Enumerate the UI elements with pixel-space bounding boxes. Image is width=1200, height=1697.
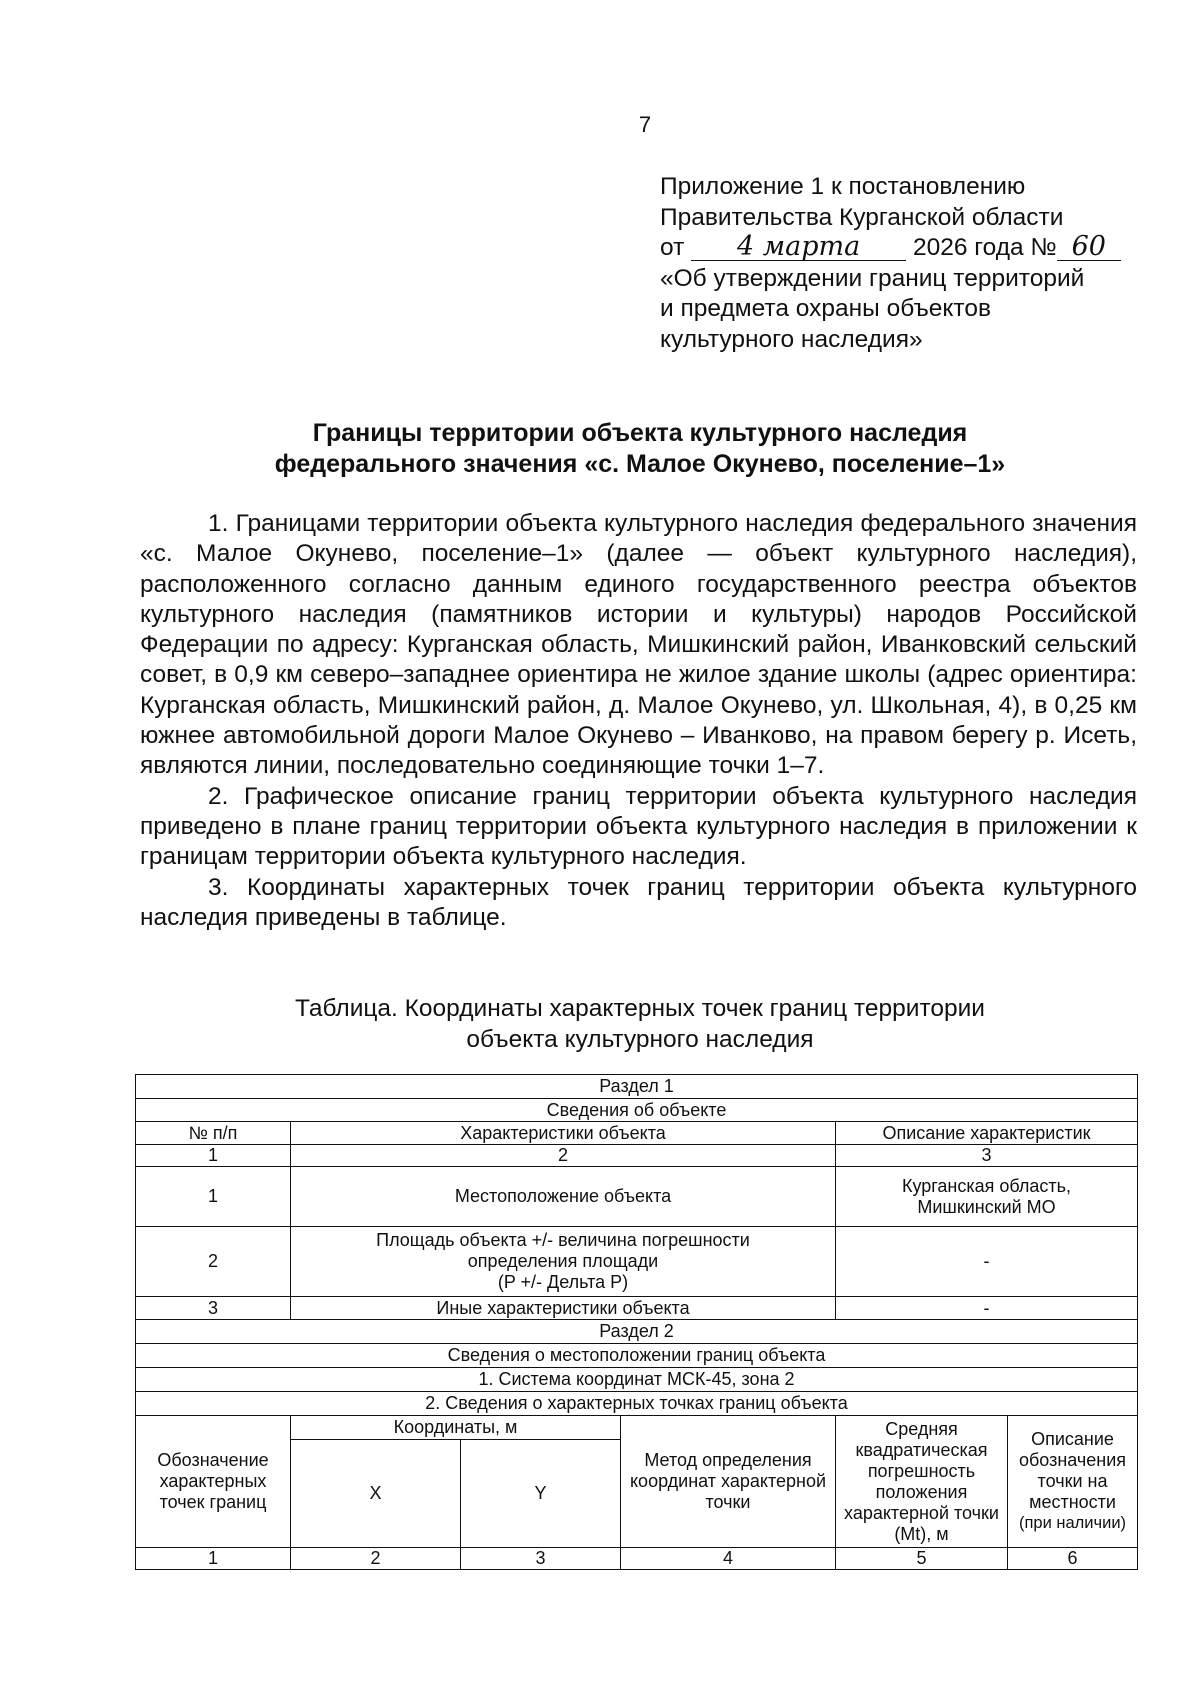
coord-system-row: 1. Система координат МСК-45, зона 2: [136, 1368, 1138, 1392]
appendix-line-1: Приложение 1 к постановлению: [660, 173, 1026, 200]
appendix-from-label: от: [660, 234, 685, 261]
section-2-header: Раздел 2: [136, 1320, 1138, 1344]
column-number: 1: [136, 1145, 291, 1167]
page-number: 7: [638, 112, 652, 137]
name-line: определения площади: [467, 1251, 659, 1271]
appendix-year-label: 2026 года №: [912, 234, 1057, 261]
point-description-header: [1008, 1416, 1138, 1548]
column-number: 3: [836, 1145, 1138, 1167]
paragraph-3: 3. Координаты характерных точек границ территории объекта культурного наследия приведены в таблице.: [140, 873, 1137, 931]
error-header: [836, 1416, 1008, 1548]
location-info-header: Сведения о местоположении границ объекта: [136, 1344, 1138, 1368]
table-caption: [140, 993, 1140, 1055]
title-line-1: Границы территории объекта культурного наследия: [312, 419, 968, 447]
coordinates-table: [135, 1074, 1138, 1570]
col-num-header: № п/п: [136, 1122, 291, 1145]
table-caption-line-1: Таблица. Координаты характерных точек границ территории: [294, 995, 985, 1022]
characteristic-name: [291, 1227, 836, 1297]
characteristic-name: Иные характеристики объекта: [291, 1297, 836, 1320]
column-number: 4: [621, 1548, 836, 1570]
desc-header-line: обозначения: [1018, 1450, 1127, 1470]
paragraph-2: 2. Графическое описание границ территории объекта культурного наследия приведено в плане границ территории объекта культурного наследия в приложении к границам территории объекта культурного наследия.: [140, 782, 1137, 871]
characteristic-value: [836, 1167, 1138, 1227]
appendix-line-4: «Об утверждении границ территорий: [660, 264, 1085, 292]
name-line: Площадь объекта +/- величина погрешности: [376, 1230, 750, 1250]
body-text: [140, 509, 1137, 933]
value-line: Мишкинский МО: [917, 1196, 1056, 1217]
value-line: Курганская область,: [901, 1175, 1072, 1196]
name-line: (P +/- Дельта P): [497, 1272, 629, 1292]
designation-header: Обозначение характерных точек границ: [136, 1416, 291, 1548]
row-number: 1: [136, 1167, 291, 1227]
desc-header-line: местности: [1029, 1492, 1116, 1512]
appendix-line-6: культурного наследия»: [660, 325, 923, 353]
desc-header-line: Описание: [1031, 1429, 1114, 1449]
characteristic-name: Местоположение объекта: [291, 1167, 836, 1227]
appendix-line-3: [660, 233, 1130, 264]
table-caption-line-2: объекта культурного наследия: [466, 1026, 814, 1053]
points-info-row: 2. Сведения о характерных точках границ объекта: [136, 1392, 1138, 1416]
y-header: Y: [461, 1440, 621, 1548]
paragraph-1: 1. Границами территории объекта культурного наследия федерального значения «с. Малое Окунево, поселение–1» (далее — объект культурного наследия), расположенного согласно данным единого государственного реестра объектов культурного наследия (памятников истории и культуры) народов Российской Федерации по адресу: Курганская область, Мишкинский район, Иванковский сельский совет, в 0,9 км северо–западнее ориентира не жилое здание школы (адрес ориентира: Курганская область, Мишкинский район, д. Малое Окунево, ул. Школьная, 4), в 0,25 км южнее автомобильной дороги Малое Окунево – Иванково, на правом берегу р. Исеть, являются линии, последовательно соединяющие точки 1–7.: [140, 510, 1137, 780]
error-header-line: (Mt), м: [894, 1523, 949, 1544]
column-number: 1: [136, 1548, 291, 1570]
col-description-header: Описание характеристик: [836, 1122, 1138, 1145]
appendix-line-5: и предмета охраны объектов: [660, 295, 991, 322]
method-header: Метод определения координат характерной точки: [621, 1416, 836, 1548]
row-number: 2: [136, 1227, 291, 1297]
x-header: X: [291, 1440, 461, 1548]
handwritten-date: 4 марта: [691, 234, 906, 261]
appendix-block: [660, 172, 1130, 355]
column-number: 5: [836, 1548, 1008, 1570]
section-1-header: Раздел 1: [136, 1075, 1138, 1099]
column-number: 3: [461, 1548, 621, 1570]
table-row: [136, 1227, 1138, 1297]
title-line-2: федерального значения «с. Малое Окунево, поселение–1»: [274, 450, 1006, 478]
error-header-line: характерной точки: [844, 1502, 999, 1523]
column-number: 2: [291, 1145, 836, 1167]
row-number: 3: [136, 1297, 291, 1320]
error-header-line: квадратическая: [855, 1439, 988, 1460]
object-info-header: Сведения об объекте: [136, 1099, 1138, 1122]
table-row: [136, 1297, 1138, 1320]
coordinates-header: Координаты, м: [291, 1416, 621, 1440]
desc-header-line: (при наличии): [1018, 1514, 1127, 1532]
characteristic-value: -: [836, 1297, 1138, 1320]
desc-header-line: точки на: [1037, 1471, 1108, 1491]
table-row: [136, 1167, 1138, 1227]
document-title: [140, 418, 1140, 480]
error-header-line: положения: [875, 1481, 968, 1502]
error-header-line: Средняя: [885, 1418, 958, 1439]
error-header-line: погрешность: [867, 1460, 976, 1481]
characteristic-value: -: [836, 1227, 1138, 1297]
handwritten-number: 60: [1057, 234, 1121, 261]
column-number: 2: [291, 1548, 461, 1570]
appendix-line-2: Правительства Курганской области: [660, 203, 1064, 231]
col-characteristics-header: Характеристики объекта: [291, 1122, 836, 1145]
column-number: 6: [1008, 1548, 1138, 1570]
